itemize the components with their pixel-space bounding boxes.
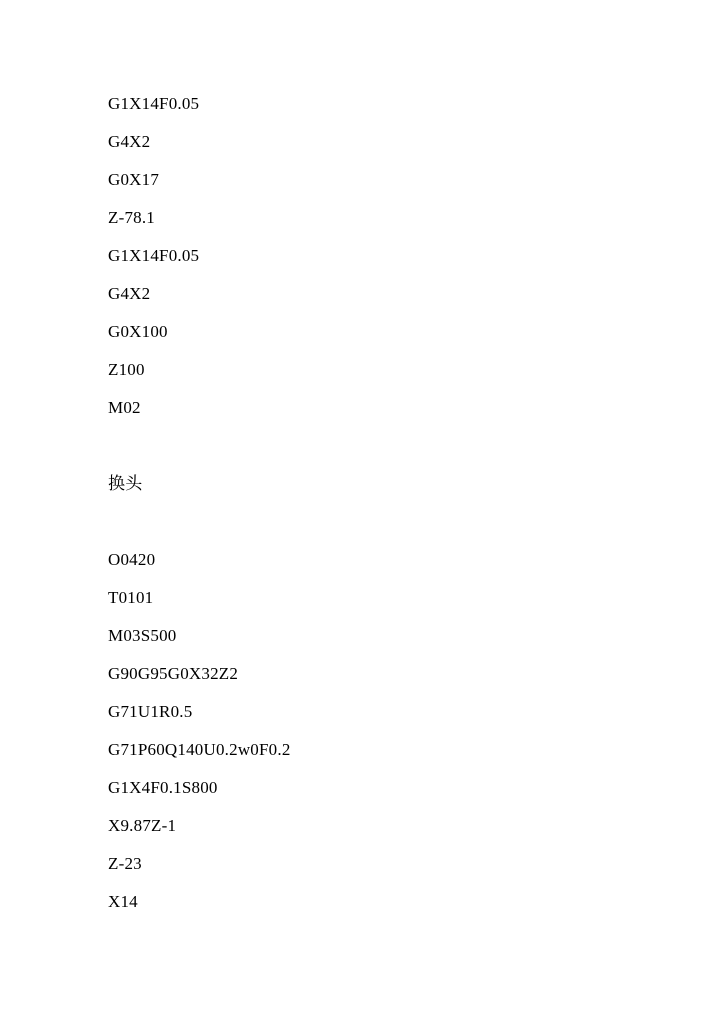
gcode-line: G90G95G0X32Z2 (108, 664, 239, 683)
gcode-line: G1X14F0.05 (108, 246, 200, 265)
gcode-line: Z-78.1 (108, 208, 155, 227)
gcode-line: G1X14F0.05 (108, 94, 200, 113)
gcode-line: G4X2 (108, 132, 151, 151)
gcode-line: Z100 (108, 360, 145, 379)
gcode-line: M03S500 (108, 626, 177, 645)
gcode-line: G0X100 (108, 322, 168, 341)
gcode-line: G71P60Q140U0.2w0F0.2 (108, 740, 291, 759)
gcode-line: O0420 (108, 550, 156, 569)
section-heading: 换头 (108, 474, 143, 493)
gcode-line: Z-23 (108, 854, 142, 873)
gcode-line: G71U1R0.5 (108, 702, 193, 721)
gcode-line: X9.87Z-1 (108, 816, 177, 835)
blank-line (108, 427, 634, 465)
gcode-line: G0X17 (108, 170, 160, 189)
gcode-line: M02 (108, 398, 141, 417)
gcode-line: T0101 (108, 588, 154, 607)
blank-line (108, 503, 634, 541)
gcode-line: G1X4F0.1S800 (108, 778, 218, 797)
gcode-line: X14 (108, 892, 138, 911)
gcode-line: G4X2 (108, 284, 151, 303)
